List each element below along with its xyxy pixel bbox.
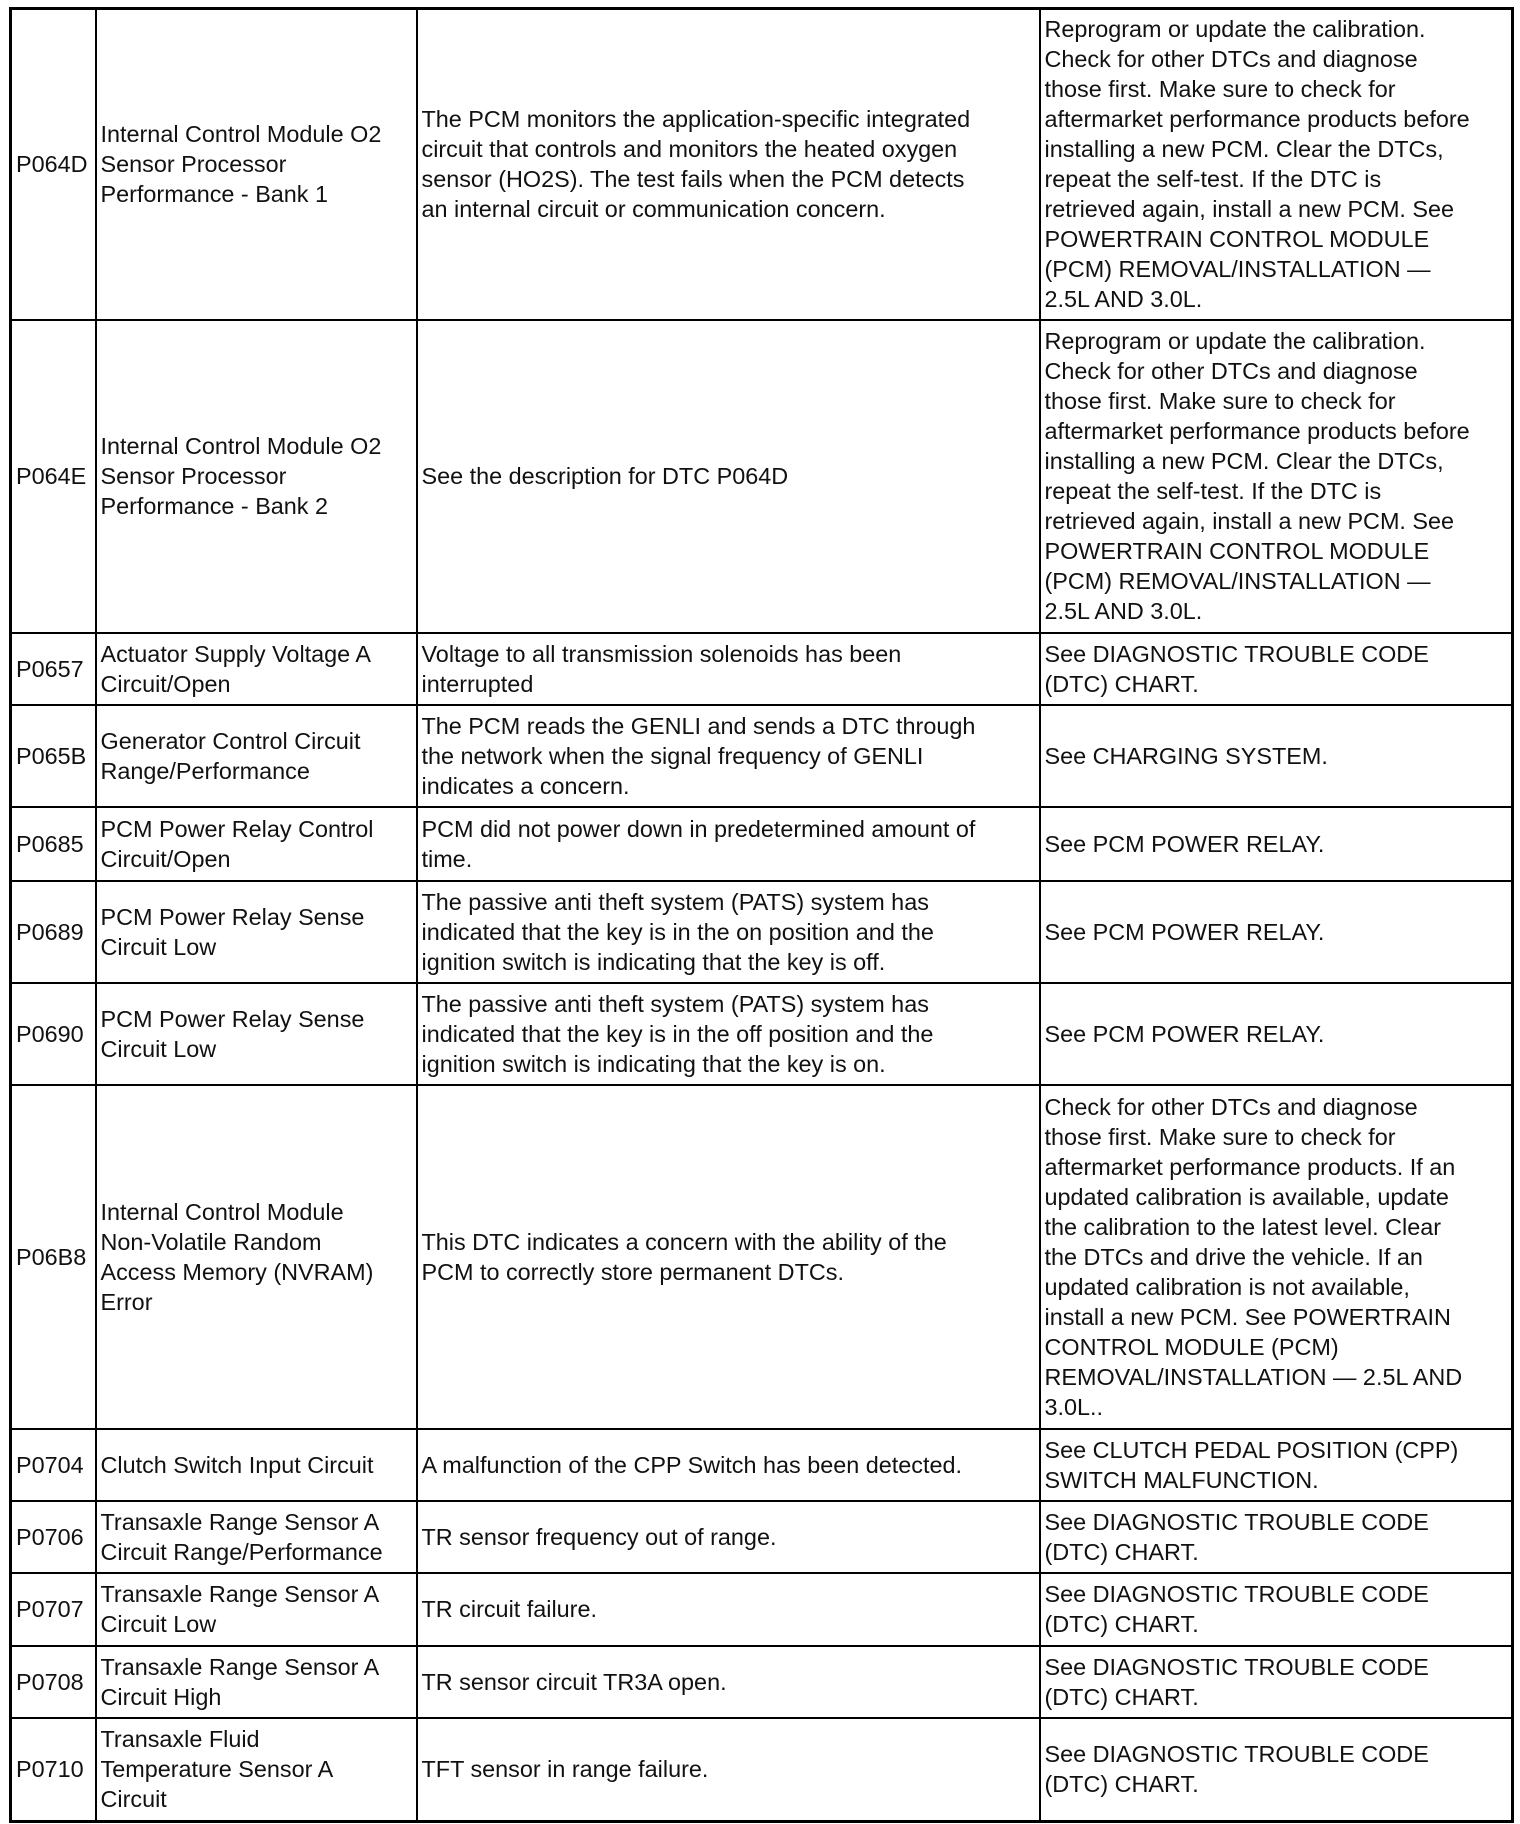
dtc-description-line: Performance - Bank 2 <box>100 493 329 519</box>
dtc-action-line: (DTC) CHART. <box>1044 1771 1199 1798</box>
dtc-action-cell <box>1040 881 1513 983</box>
dtc-condition-line: TR sensor frequency out of range. <box>421 1523 777 1550</box>
dtc-action-line: install a new PCM. See POWERTRAIN <box>1044 1303 1451 1330</box>
dtc-description-line: Error <box>100 1288 153 1315</box>
dtc-condition-line: Voltage to all transmission solenoids has been <box>421 640 902 667</box>
dtc-action-line: retrieved again, install a new PCM. See <box>1044 508 1455 534</box>
dtc-description-cell <box>96 1646 417 1718</box>
dtc-code-cell: P0710 <box>11 1718 96 1822</box>
dtc-condition-cell <box>417 320 1040 633</box>
dtc-code-cell: P064E <box>11 320 96 633</box>
dtc-description-line: Circuit/Open <box>100 845 231 872</box>
dtc-condition-line: an internal circuit or communication concern. <box>421 196 886 223</box>
dtc-action-cell <box>1040 807 1513 881</box>
table-row <box>11 9 1513 320</box>
dtc-description-cell <box>96 1573 417 1646</box>
dtc-action-line: updated calibration is available, update <box>1044 1183 1449 1210</box>
dtc-action-line: repeat the self-test. If the DTC is <box>1044 166 1382 193</box>
dtc-action-line: See CHARGING SYSTEM. <box>1044 742 1328 769</box>
dtc-description-line: Transaxle Range Sensor A <box>100 1508 380 1535</box>
dtc-description-line: PCM Power Relay Sense <box>100 903 365 930</box>
dtc-action-line: See DIAGNOSTIC TROUBLE CODE <box>1044 640 1429 667</box>
dtc-description-line: Clutch Switch Input Circuit <box>100 1451 374 1478</box>
dtc-description-line: Circuit High <box>100 1683 222 1710</box>
dtc-action-line: SWITCH MALFUNCTION. <box>1044 1466 1319 1493</box>
dtc-condition-line: This DTC indicates a concern with the ability of the <box>421 1228 947 1255</box>
dtc-condition-line: circuit that controls and monitors the heated oxygen <box>421 136 958 163</box>
dtc-action-cell <box>1040 983 1513 1085</box>
dtc-action-cell <box>1040 1429 1513 1501</box>
dtc-action-line: See DIAGNOSTIC TROUBLE CODE <box>1044 1508 1429 1535</box>
table-row <box>11 633 1513 705</box>
dtc-description-line: Circuit Low <box>100 933 217 960</box>
dtc-condition-line: ignition switch is indicating that the key is on. <box>421 1050 886 1077</box>
dtc-code-cell: P0685 <box>11 807 96 881</box>
dtc-description-line: Circuit/Open <box>100 670 231 697</box>
dtc-action-line: the calibration to the latest level. Clear <box>1044 1213 1442 1240</box>
dtc-description-cell <box>96 1501 417 1573</box>
dtc-description-line: Internal Control Module O2 <box>100 121 382 148</box>
dtc-code-cell: P0708 <box>11 1646 96 1718</box>
table-row <box>11 1573 1513 1646</box>
table-row <box>11 705 1513 807</box>
dtc-action-line: CONTROL MODULE (PCM) <box>1044 1333 1339 1360</box>
dtc-description-line: Circuit <box>100 1786 167 1813</box>
dtc-action-line: See PCM POWER RELAY. <box>1044 918 1325 945</box>
dtc-table <box>9 7 1514 1823</box>
dtc-action-line: (DTC) CHART. <box>1044 1538 1199 1565</box>
dtc-action-line: REMOVAL/INSTALLATION — 2.5L AND <box>1044 1363 1463 1390</box>
dtc-description-line: Performance - Bank 1 <box>100 181 329 208</box>
dtc-code-cell: P06B8 <box>11 1085 96 1429</box>
dtc-condition-line: indicated that the key is in the on position and the <box>421 918 934 945</box>
dtc-description-cell <box>96 705 417 807</box>
table-row <box>11 1501 1513 1573</box>
dtc-condition-line: indicates a concern. <box>421 772 630 799</box>
dtc-code-cell: P0706 <box>11 1501 96 1573</box>
dtc-action-line: (DTC) CHART. <box>1044 670 1199 697</box>
dtc-action-cell <box>1040 1646 1513 1718</box>
dtc-description-line: Actuator Supply Voltage A <box>100 640 371 667</box>
dtc-code-cell: P0689 <box>11 881 96 983</box>
dtc-condition-line: time. <box>421 845 473 872</box>
dtc-condition-cell <box>417 881 1040 983</box>
dtc-condition-cell <box>417 1646 1040 1718</box>
dtc-condition-line: PCM did not power down in predetermined amount of <box>421 815 976 842</box>
dtc-condition-cell <box>417 807 1040 881</box>
dtc-description-cell <box>96 9 417 320</box>
dtc-action-cell <box>1040 705 1513 807</box>
dtc-condition-line: The passive anti theft system (PATS) system has <box>421 990 929 1017</box>
dtc-condition-line: See the description for DTC P064D <box>421 463 789 489</box>
dtc-condition-line: The PCM monitors the application-specific integrated <box>421 106 971 133</box>
dtc-action-line: Check for other DTCs and diagnose <box>1044 358 1418 384</box>
dtc-condition-cell <box>417 1429 1040 1501</box>
dtc-condition-cell <box>417 9 1040 320</box>
dtc-action-cell <box>1040 320 1513 633</box>
dtc-action-line: See PCM POWER RELAY. <box>1044 830 1325 857</box>
table-row <box>11 1429 1513 1501</box>
table-row <box>11 1646 1513 1718</box>
dtc-action-line: (DTC) CHART. <box>1044 1611 1199 1637</box>
dtc-description-line: Transaxle Range Sensor A <box>100 1581 380 1607</box>
dtc-action-line: (PCM) REMOVAL/INSTALLATION — <box>1044 568 1431 594</box>
dtc-description-line: Circuit Low <box>100 1035 217 1062</box>
dtc-action-line: (PCM) REMOVAL/INSTALLATION — <box>1044 256 1431 283</box>
dtc-action-line: aftermarket performance products before <box>1044 106 1470 133</box>
dtc-action-cell <box>1040 1501 1513 1573</box>
dtc-condition-line: A malfunction of the CPP Switch has been detected. <box>421 1451 962 1478</box>
dtc-description-line: Circuit Low <box>100 1611 217 1637</box>
dtc-action-line: those first. Make sure to check for <box>1044 76 1396 103</box>
dtc-action-line: POWERTRAIN CONTROL MODULE <box>1044 538 1430 564</box>
dtc-action-line: Reprogram or update the calibration. <box>1044 16 1426 43</box>
dtc-table-body <box>11 9 1513 1822</box>
dtc-description-cell <box>96 881 417 983</box>
dtc-action-line: aftermarket performance products before <box>1044 418 1470 444</box>
dtc-action-line: 3.0L.. <box>1044 1393 1104 1420</box>
dtc-action-line: 2.5L AND 3.0L. <box>1044 286 1203 313</box>
dtc-description-cell <box>96 1429 417 1501</box>
dtc-action-line: POWERTRAIN CONTROL MODULE <box>1044 226 1430 253</box>
dtc-action-line: installing a new PCM. Clear the DTCs, <box>1044 136 1444 163</box>
dtc-description-line: Access Memory (NVRAM) <box>100 1258 374 1285</box>
dtc-condition-line: PCM to correctly store permanent DTCs. <box>421 1258 844 1285</box>
dtc-condition-line: TR circuit failure. <box>421 1596 597 1622</box>
dtc-condition-line: indicated that the key is in the off position and the <box>421 1020 934 1047</box>
table-row <box>11 1085 1513 1429</box>
dtc-action-line: updated calibration is not available, <box>1044 1273 1410 1300</box>
dtc-condition-line: The PCM reads the GENLI and sends a DTC through <box>421 712 976 739</box>
dtc-code-cell: P0704 <box>11 1429 96 1501</box>
dtc-code-cell: P065B <box>11 705 96 807</box>
dtc-description-cell <box>96 320 417 633</box>
dtc-action-line: 2.5L AND 3.0L. <box>1044 598 1203 624</box>
dtc-condition-line: TFT sensor in range failure. <box>421 1756 709 1783</box>
dtc-action-cell <box>1040 633 1513 705</box>
dtc-action-line: repeat the self-test. If the DTC is <box>1044 478 1382 504</box>
dtc-description-line: Sensor Processor <box>100 463 287 489</box>
dtc-condition-line: interrupted <box>421 670 534 697</box>
dtc-code-cell: P0690 <box>11 983 96 1085</box>
dtc-description-line: Range/Performance <box>100 757 310 784</box>
dtc-action-line: those first. Make sure to check for <box>1044 388 1396 414</box>
dtc-action-line: retrieved again, install a new PCM. See <box>1044 196 1455 223</box>
dtc-condition-line: the network when the signal frequency of GENLI <box>421 742 924 769</box>
dtc-table-sheet <box>9 7 1511 1817</box>
dtc-condition-line: TR sensor circuit TR3A open. <box>421 1668 727 1695</box>
dtc-action-line: (DTC) CHART. <box>1044 1683 1199 1710</box>
table-row <box>11 881 1513 983</box>
dtc-description-line: Circuit Range/Performance <box>100 1538 383 1565</box>
dtc-action-line: those first. Make sure to check for <box>1044 1123 1396 1150</box>
dtc-condition-cell <box>417 1718 1040 1822</box>
dtc-condition-cell <box>417 705 1040 807</box>
dtc-code-cell: P0657 <box>11 633 96 705</box>
dtc-code-cell: P0707 <box>11 1573 96 1646</box>
dtc-description-line: Internal Control Module O2 <box>100 433 382 459</box>
dtc-action-line: the DTCs and drive the vehicle. If an <box>1044 1243 1423 1270</box>
dtc-condition-cell <box>417 1573 1040 1646</box>
dtc-action-line: Check for other DTCs and diagnose <box>1044 46 1418 73</box>
dtc-action-line: See CLUTCH PEDAL POSITION (CPP) <box>1044 1436 1459 1463</box>
dtc-description-cell <box>96 807 417 881</box>
dtc-description-line: Non-Volatile Random <box>100 1228 322 1255</box>
dtc-description-line: Internal Control Module <box>100 1198 344 1225</box>
dtc-description-cell <box>96 1718 417 1822</box>
dtc-condition-cell <box>417 983 1040 1085</box>
dtc-condition-line: ignition switch is indicating that the key is off. <box>421 948 886 975</box>
dtc-action-line: See DIAGNOSTIC TROUBLE CODE <box>1044 1581 1429 1607</box>
dtc-description-cell <box>96 633 417 705</box>
table-row <box>11 1718 1513 1822</box>
dtc-code-cell: P064D <box>11 9 96 320</box>
dtc-condition-cell <box>417 1501 1040 1573</box>
dtc-action-line: See PCM POWER RELAY. <box>1044 1020 1325 1047</box>
dtc-description-cell <box>96 1085 417 1429</box>
dtc-description-line: Temperature Sensor A <box>100 1756 334 1783</box>
dtc-action-cell <box>1040 1718 1513 1822</box>
dtc-condition-line: sensor (HO2S). The test fails when the PCM detects <box>421 166 965 193</box>
table-row <box>11 807 1513 881</box>
dtc-description-cell <box>96 983 417 1085</box>
table-row <box>11 320 1513 633</box>
table-row <box>11 983 1513 1085</box>
dtc-action-line: Check for other DTCs and diagnose <box>1044 1093 1418 1120</box>
dtc-condition-cell <box>417 1085 1040 1429</box>
dtc-condition-cell <box>417 633 1040 705</box>
dtc-action-cell <box>1040 1573 1513 1646</box>
dtc-description-line: Generator Control Circuit <box>100 727 361 754</box>
dtc-condition-line: The passive anti theft system (PATS) system has <box>421 888 929 915</box>
dtc-action-line: installing a new PCM. Clear the DTCs, <box>1044 448 1444 474</box>
dtc-description-line: Transaxle Range Sensor A <box>100 1653 380 1680</box>
dtc-description-line: Sensor Processor <box>100 151 287 178</box>
dtc-description-line: PCM Power Relay Sense <box>100 1005 365 1032</box>
dtc-action-line: See DIAGNOSTIC TROUBLE CODE <box>1044 1741 1429 1768</box>
dtc-action-line: aftermarket performance products. If an <box>1044 1153 1456 1180</box>
dtc-description-line: PCM Power Relay Control <box>100 815 374 842</box>
dtc-action-cell <box>1040 1085 1513 1429</box>
dtc-action-line: Reprogram or update the calibration. <box>1044 328 1426 354</box>
dtc-action-cell <box>1040 9 1513 320</box>
dtc-action-line: See DIAGNOSTIC TROUBLE CODE <box>1044 1653 1429 1680</box>
dtc-description-line: Transaxle Fluid <box>100 1726 260 1753</box>
